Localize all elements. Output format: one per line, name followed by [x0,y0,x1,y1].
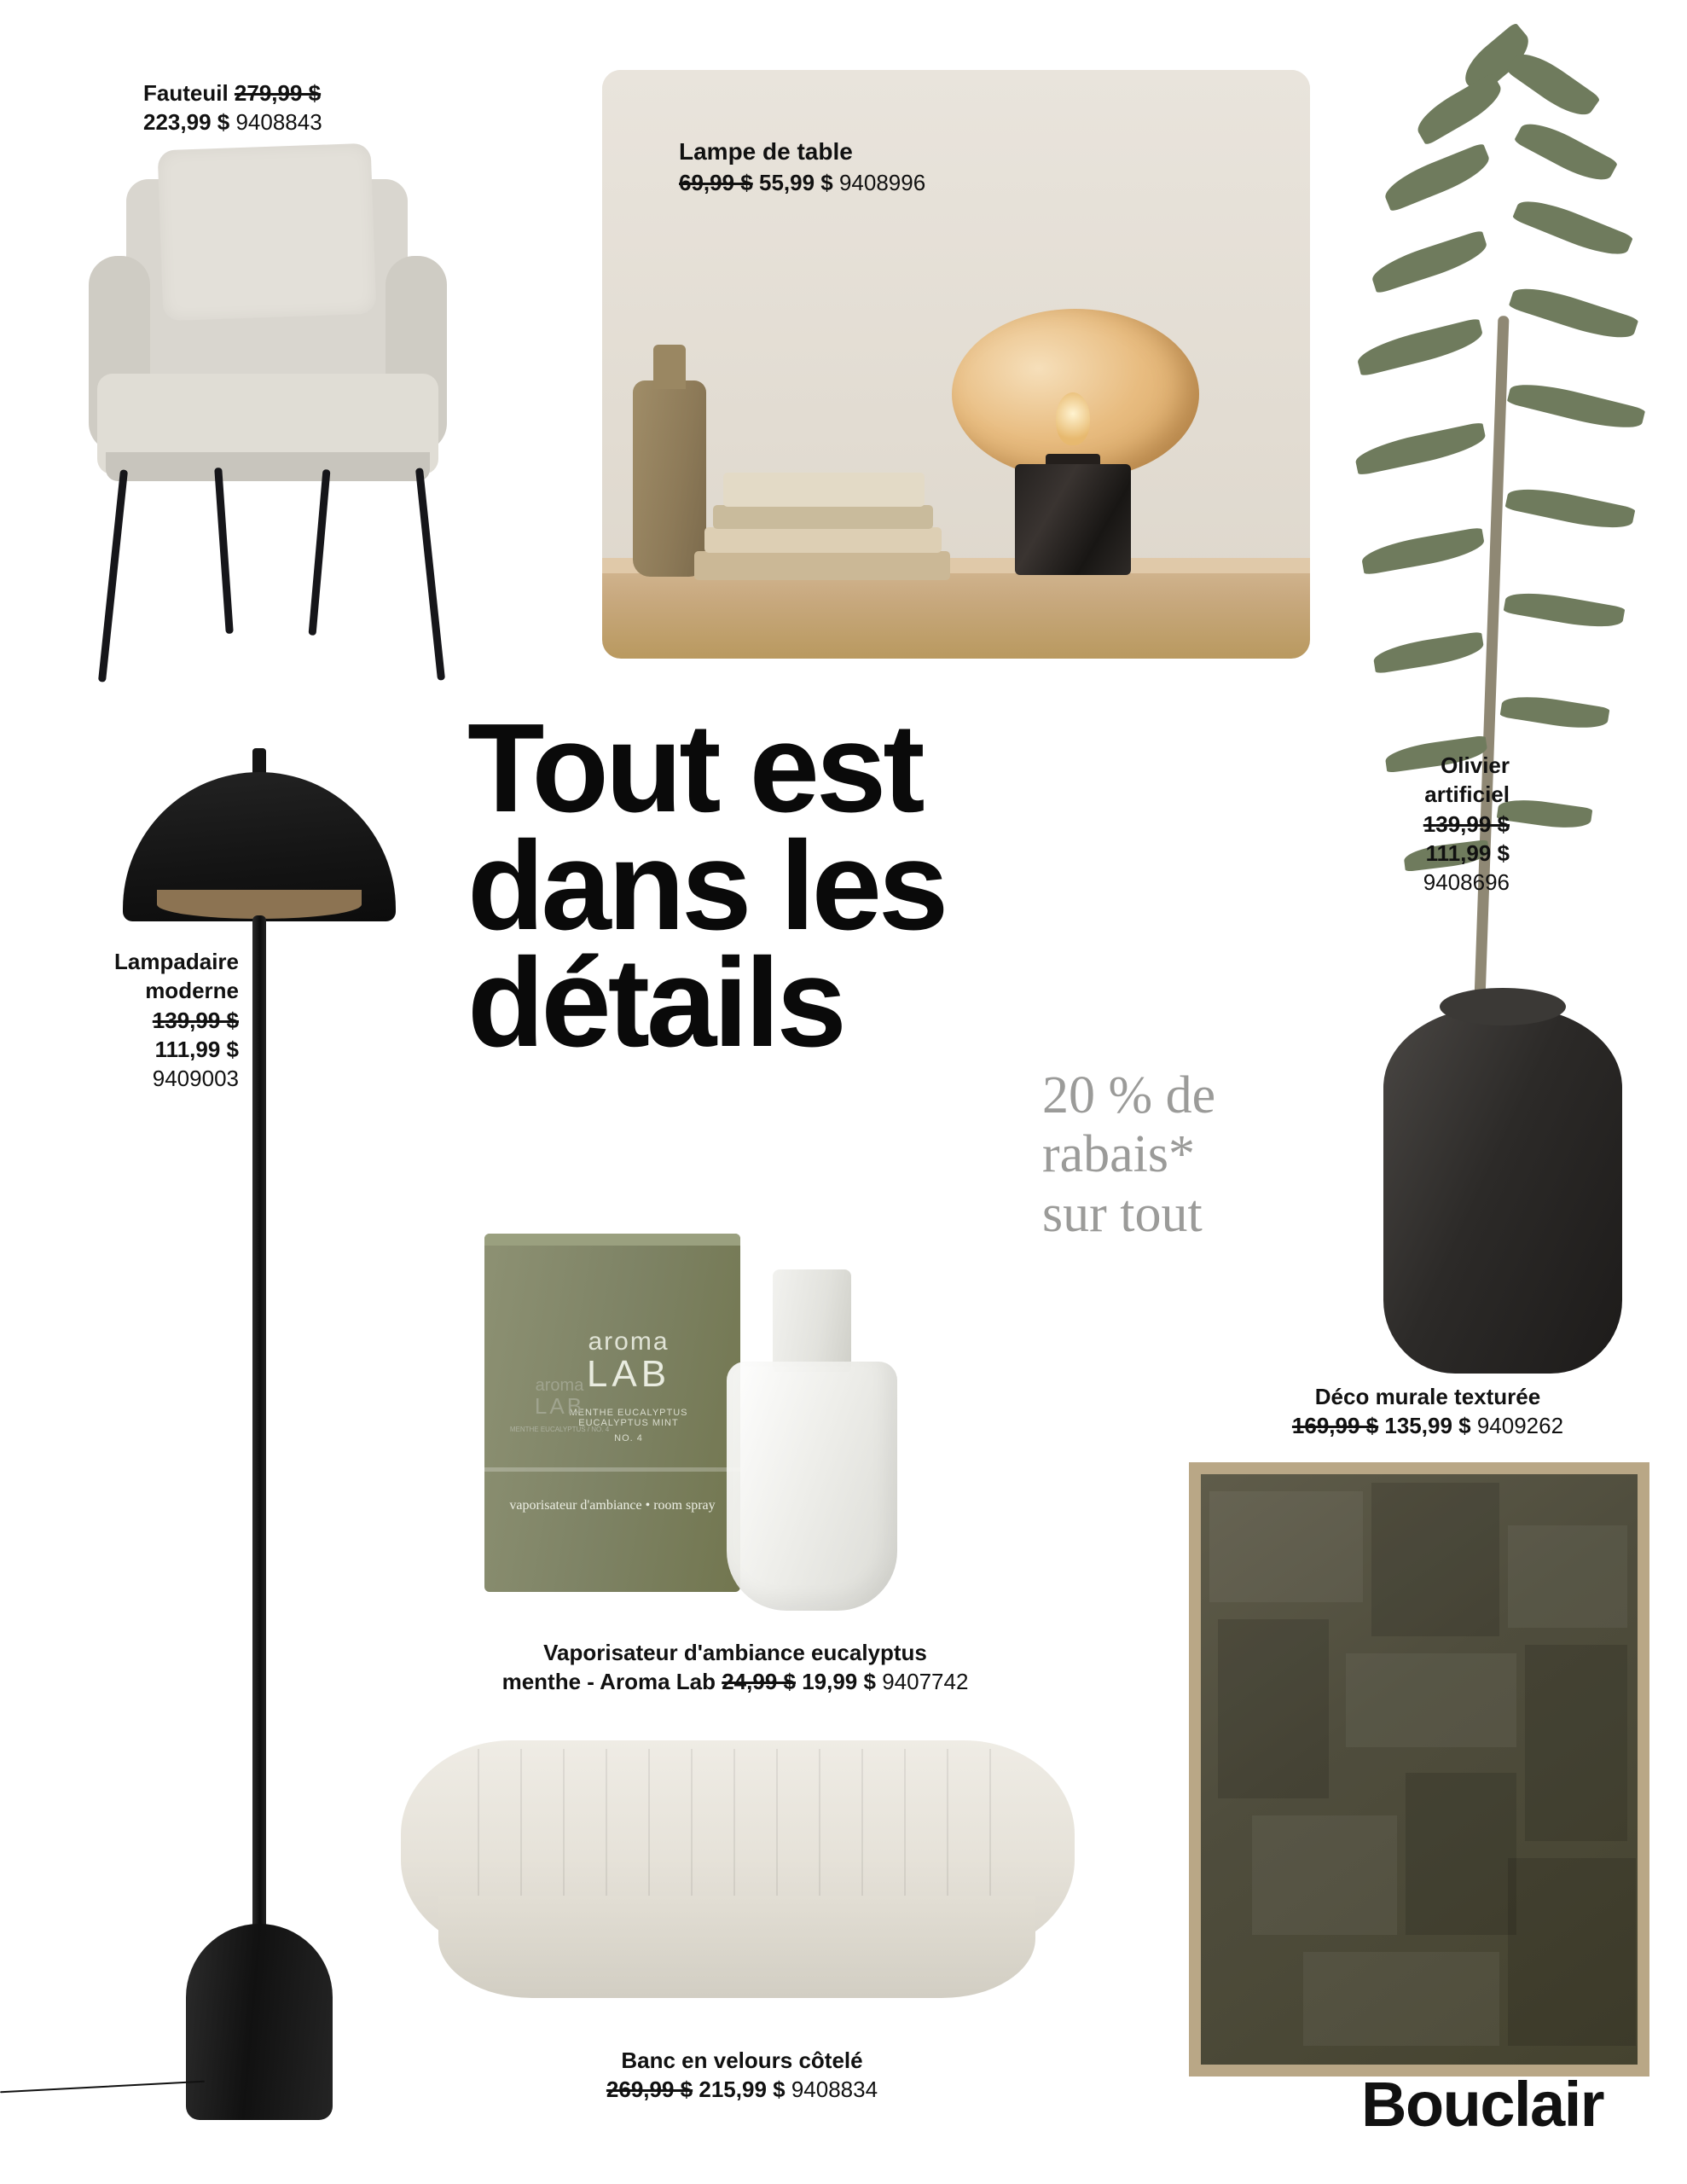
olive-tree-caption [1296,751,1510,897]
book [694,551,950,580]
floor-lamp-base [186,1924,333,2120]
wall-art-block [1252,1815,1397,1935]
armchair-name: Fauteuil [143,80,229,106]
wall-art-old-price: 169,99 $ [1291,1413,1379,1439]
bench-caption [478,2046,1006,2105]
aroma-box-detail-line1: MENTHE EUCALYPTUS [569,1408,688,1418]
armchair-old-price: 279,99 $ [234,80,322,106]
armchair-leg [98,469,128,682]
bottle-body [727,1362,897,1611]
bench-old-price: 269,99 $ [606,2077,693,2103]
olive-leaf [1411,73,1507,146]
table-lamp-name: Lampe de table [679,138,853,165]
floor-lamp-caption [34,947,239,1094]
olive-tree-name-line2: artificiel [1424,781,1510,808]
floor-lamp-sku: 9409003 [152,1066,239,1092]
modern-floor-lamp-image [94,721,418,2171]
floor-lamp-name-line2: moderne [145,978,239,1004]
headline-line-2: dans les [467,815,946,956]
olive-leaf [1505,44,1601,125]
armchair-image [60,128,478,717]
wall-art-block [1209,1491,1363,1602]
room-spray-name-line2: menthe - Aroma Lab [501,1669,716,1695]
olive-leaf [1380,142,1494,212]
promo-line-2: rabais* [1042,1125,1196,1184]
floor-lamp-old-price: 139,99 $ [152,1007,239,1033]
room-spray-name-line1: Vaporisateur d'ambiance eucalyptus [543,1640,927,1665]
wall-art-block [1525,1645,1627,1841]
table-lamp-old-price: 69,99 $ [679,169,753,195]
artificial-olive-tree-image [1330,34,1672,1374]
floor-lamp-shade-interior [157,890,362,919]
bottle-detail: MENTHE EUCALYPTUS / NO. 4 [509,1426,610,1434]
armchair-sku: 9408843 [235,109,322,136]
olive-leaf [1508,280,1638,347]
table-lamp-caption [679,136,1122,197]
floor-lamp-pole [252,915,266,1965]
headline-line-3: détails [467,932,844,1074]
room-spray-old-price: 24,99 $ [722,1669,796,1695]
aroma-lab-box-lid [484,1234,740,1246]
aroma-box-detail-line2: EUCALYPTUS MINT [578,1418,679,1428]
room-spray-image [474,1218,1020,1645]
floor-lamp-cord [0,2081,205,2094]
floor-lamp-new-price: 111,99 $ [154,1036,239,1062]
room-spray-sku: 9407742 [882,1669,969,1695]
bench-sku: 9408834 [791,2077,878,2103]
olive-leaf [1514,114,1619,189]
lamp-bulb [1056,392,1090,445]
armchair-leg [415,468,445,681]
bottle-label [503,1377,616,1434]
wall-art-block [1218,1619,1329,1798]
olive-leaf [1503,587,1625,633]
book-stack [694,471,950,580]
olive-trunk [1474,316,1510,1024]
bench-new-price: 215,99 $ [699,2077,786,2103]
armchair-leg [214,468,234,634]
aroma-box-brand-line1: aroma [588,1327,670,1356]
olive-leaf [1368,229,1491,294]
book [704,527,942,553]
room-spray-caption [386,1638,1085,1697]
olive-tree-name-line1: Olivier [1441,752,1510,778]
lamp-marble-base [1015,464,1131,575]
wall-art-block [1508,1858,1636,2046]
olive-leaf [1353,421,1487,476]
aroma-box-subtitle: vaporisateur d'ambiance • room spray [509,1498,716,1513]
aroma-lab-bottle [727,1269,897,1611]
olive-leaf [1512,192,1634,264]
book [713,505,933,529]
armchair-leg [309,469,331,636]
wall-art-block [1508,1525,1627,1628]
wall-art-name: Déco murale texturée [1314,1384,1541,1409]
wall-art-new-price: 135,99 $ [1384,1413,1471,1439]
armchair-seat-shadow [106,452,430,481]
headline-line-1: Tout est [467,698,922,839]
bouclair-logo: Bouclair [1361,2069,1604,2140]
wall-art-block [1371,1483,1499,1636]
bottle-cap [773,1269,851,1372]
book [723,473,925,507]
bottle-brand-line1: aroma [535,1376,584,1395]
olive-tree-old-price: 139,99 $ [1423,810,1510,837]
aroma-lab-box-seam [484,1467,740,1472]
wall-art-sku: 9409262 [1476,1413,1564,1439]
promo-line-1: 20 % de [1042,1066,1216,1124]
wall-art-caption [1189,1382,1667,1441]
aroma-box-detail-line3: NO. 4 [614,1433,643,1443]
armchair-new-price: 223,99 $ [143,109,230,136]
olive-leaf [1499,691,1609,733]
aroma-box-brand-line2: LAB [586,1353,671,1395]
corduroy-bench-image [401,1740,1075,2039]
room-spray-new-price: 19,99 $ [802,1669,876,1695]
olive-leaf [1354,317,1486,376]
olive-leaf [1371,631,1485,674]
olive-leaf [1497,795,1593,832]
armchair-cushion [158,143,377,322]
wall-art-canvas [1201,1474,1638,2065]
floor-lamp-name-line1: Lampadaire [114,949,239,974]
wall-art-block [1406,1773,1516,1935]
table-lamp-sku: 9408996 [838,169,926,195]
wall-art-block [1303,1952,1499,2046]
bench-base [438,1896,1035,1998]
olive-tree-pot [1383,1007,1622,1374]
armchair-caption [143,78,450,137]
promo-discount-text [1042,1066,1349,1244]
olive-leaf [1359,527,1486,576]
olive-tree-new-price: 111,99 $ [1425,839,1510,866]
bottle-brand-line2: LAB [534,1393,585,1419]
olive-leaf [1504,482,1635,535]
wall-art-block [1346,1653,1516,1747]
textured-wall-art-image [1189,1462,1649,2077]
page-headline [467,698,1099,1074]
promo-line-3: sur tout [1042,1184,1203,1243]
table-lamp-new-price: 55,99 $ [758,169,833,195]
bench-name: Banc en velours côtelé [621,2048,863,2073]
olive-tree-sku: 9408696 [1423,869,1510,896]
olive-leaf [1507,376,1646,436]
